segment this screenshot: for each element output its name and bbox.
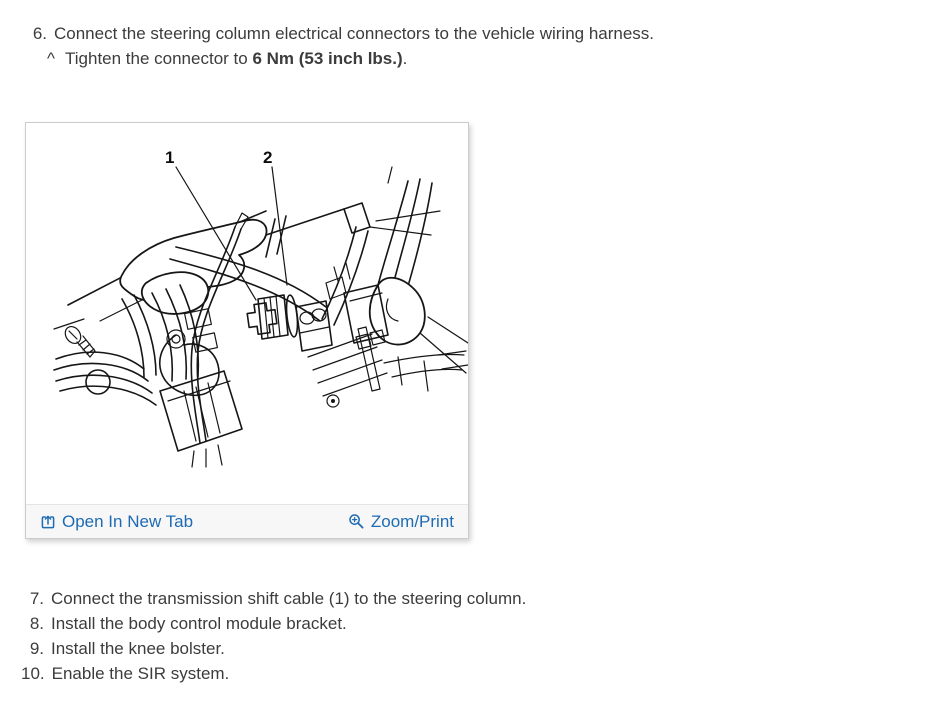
- step-text: Install the body control module bracket.: [51, 614, 347, 633]
- step-text: Install the knee bolster.: [51, 639, 225, 658]
- zoom-print-label: Zoom/Print: [370, 511, 454, 531]
- step-item-9: [21, 636, 526, 661]
- step-6-block: [24, 21, 654, 71]
- step-text: Enable the SIR system.: [51, 664, 230, 683]
- step-item-10: [21, 661, 526, 686]
- callout-2-label: 2: [263, 148, 273, 167]
- open-in-new-tab-label: Open In New Tab: [62, 511, 194, 531]
- torque-note: [47, 46, 654, 71]
- zoom-magnifier-icon: [348, 513, 365, 530]
- step-item-6: [24, 21, 654, 46]
- steps-7-10-block: [21, 586, 526, 686]
- figure-toolbar: [26, 504, 468, 538]
- open-in-new-tab-icon: [40, 514, 56, 530]
- note-marker: ^: [47, 49, 55, 68]
- callout-2-leader: [272, 167, 287, 285]
- step-number: 7.: [29, 589, 44, 608]
- figure-drawing: [26, 123, 468, 504]
- torque-value: 6 Nm (53 inch lbs.): [252, 49, 403, 68]
- step-text: Connect the transmission shift cable (1) to the steering column.: [51, 589, 527, 608]
- open-in-new-tab-link[interactable]: [40, 512, 193, 532]
- figure-panel: [25, 122, 469, 539]
- figure-image[interactable]: [26, 123, 468, 504]
- step-text: Connect the steering column electrical connectors to the vehicle wiring harness.: [54, 24, 655, 43]
- step-number: 9.: [29, 639, 44, 658]
- zoom-print-link[interactable]: [348, 512, 454, 532]
- step-item-8: [21, 611, 526, 636]
- step-number: 8.: [29, 614, 44, 633]
- callout-1-label: 1: [165, 148, 175, 167]
- step-number: 10.: [21, 664, 45, 683]
- step-item-7: [21, 586, 526, 611]
- note-text: Tighten the connector to 6 Nm (53 inch lbs.).: [65, 49, 408, 68]
- step-number: 6.: [32, 24, 47, 43]
